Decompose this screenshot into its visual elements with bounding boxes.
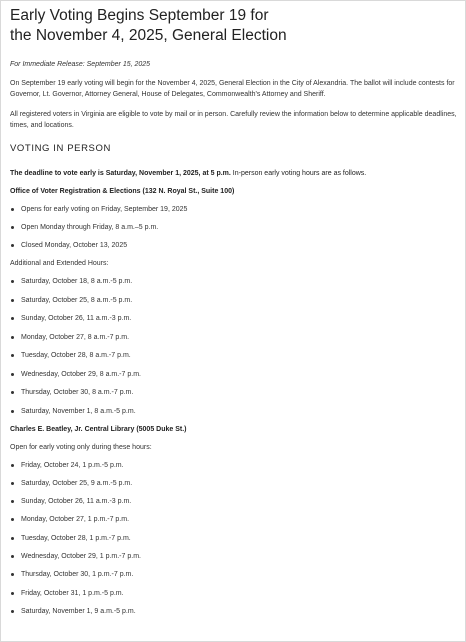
bullet-icon xyxy=(11,317,14,320)
location-1-list xyxy=(10,205,457,250)
list-item: Saturday, November 1, 8 a.m.-5 p.m. xyxy=(10,407,457,416)
bullet-icon xyxy=(11,373,14,376)
release-date: For Immediate Release: September 15, 2025 xyxy=(10,61,151,68)
bullet-icon xyxy=(11,610,14,613)
list-item: Monday, October 27, 1 p.m.-7 p.m. xyxy=(10,515,457,524)
bullet-icon xyxy=(11,464,14,467)
bullet-icon xyxy=(11,482,14,485)
list-item: Open Monday through Friday, 8 a.m.–5 p.m. xyxy=(10,223,457,232)
section-heading: VOTING IN PERSON xyxy=(10,143,111,154)
list-item: Wednesday, October 29, 1 p.m.-7 p.m. xyxy=(10,552,457,561)
location-2-list xyxy=(10,461,457,616)
deadline-text xyxy=(10,169,457,178)
bullet-icon xyxy=(11,500,14,503)
list-item: Opens for early voting on Friday, September 19, 2025 xyxy=(10,205,457,214)
bullet-icon xyxy=(11,354,14,357)
list-item: Sunday, October 26, 11 a.m.-3 p.m. xyxy=(10,497,457,506)
list-item: Tuesday, October 28, 8 a.m.-7 p.m. xyxy=(10,351,457,360)
list-item: Thursday, October 30, 8 a.m.-7 p.m. xyxy=(10,388,457,397)
title-line-2: the November 4, 2025, General Election xyxy=(10,27,287,44)
deadline-bold: The deadline to vote early is Saturday, November 1, 2025, at 5 p.m. xyxy=(10,170,231,177)
title-line-1: Early Voting Begins September 19 for xyxy=(10,7,269,24)
location-2-name: Charles E. Beatley, Jr. Central Library (5005 Duke St.) xyxy=(10,425,187,433)
list-item: Closed Monday, October 13, 2025 xyxy=(10,241,457,250)
bullet-icon xyxy=(11,391,14,394)
extended-hours-list xyxy=(10,277,457,416)
bullet-icon xyxy=(11,518,14,521)
bullet-icon xyxy=(11,336,14,339)
location-1-name: Office of Voter Registration & Elections (132 N. Royal St., Suite 100) xyxy=(10,188,235,195)
list-item: Saturday, October 18, 8 a.m.-5 p.m. xyxy=(10,277,457,286)
list-item: Saturday, October 25, 8 a.m.-5 p.m. xyxy=(10,296,457,305)
list-item: Sunday, October 26, 11 a.m.-3 p.m. xyxy=(10,314,457,323)
bullet-icon xyxy=(11,537,14,540)
bullet-icon xyxy=(11,280,14,283)
eligibility-paragraph: All registered voters in Virginia are eligible to vote by mail or in person. Carefully review the information below to determine applicable deadlines, times, and locations. xyxy=(10,111,457,129)
location-2-label: Open for early voting only during these hours: xyxy=(10,443,152,451)
intro-paragraph: On September 19 early voting will begin for the November 4, 2025, General Election in the City of Alexandria. The ballot will include contests for Governor, Lt. Governor, Attorney General, House of Delegates, Commonwealth's Attorney and Sheriff. xyxy=(10,80,455,98)
list-item: Tuesday, October 28, 1 p.m.-7 p.m. xyxy=(10,534,457,543)
extended-hours-label: Additional and Extended Hours: xyxy=(10,260,109,267)
page-title xyxy=(10,6,457,46)
bullet-icon xyxy=(11,208,14,211)
list-item: Saturday, October 25, 9 a.m.-5 p.m. xyxy=(10,479,457,488)
bullet-icon xyxy=(11,555,14,558)
bullet-icon xyxy=(11,244,14,247)
list-item: Thursday, October 30, 1 p.m.-7 p.m. xyxy=(10,570,457,579)
bullet-icon xyxy=(11,226,14,229)
list-item: Wednesday, October 29, 8 a.m.-7 p.m. xyxy=(10,370,457,379)
list-item: Saturday, November 1, 9 a.m.-5 p.m. xyxy=(10,607,457,616)
list-item: Friday, October 24, 1 p.m.-5 p.m. xyxy=(10,461,457,470)
list-item: Friday, October 31, 1 p.m.-5 p.m. xyxy=(10,589,457,598)
bullet-icon xyxy=(11,573,14,576)
bullet-icon xyxy=(11,299,14,302)
bullet-icon xyxy=(11,410,14,413)
bullet-icon xyxy=(11,592,14,595)
article-content xyxy=(10,6,457,616)
deadline-suffix: In-person early voting hours are as follows. xyxy=(230,170,367,177)
list-item: Monday, October 27, 8 a.m.-7 p.m. xyxy=(10,333,457,342)
